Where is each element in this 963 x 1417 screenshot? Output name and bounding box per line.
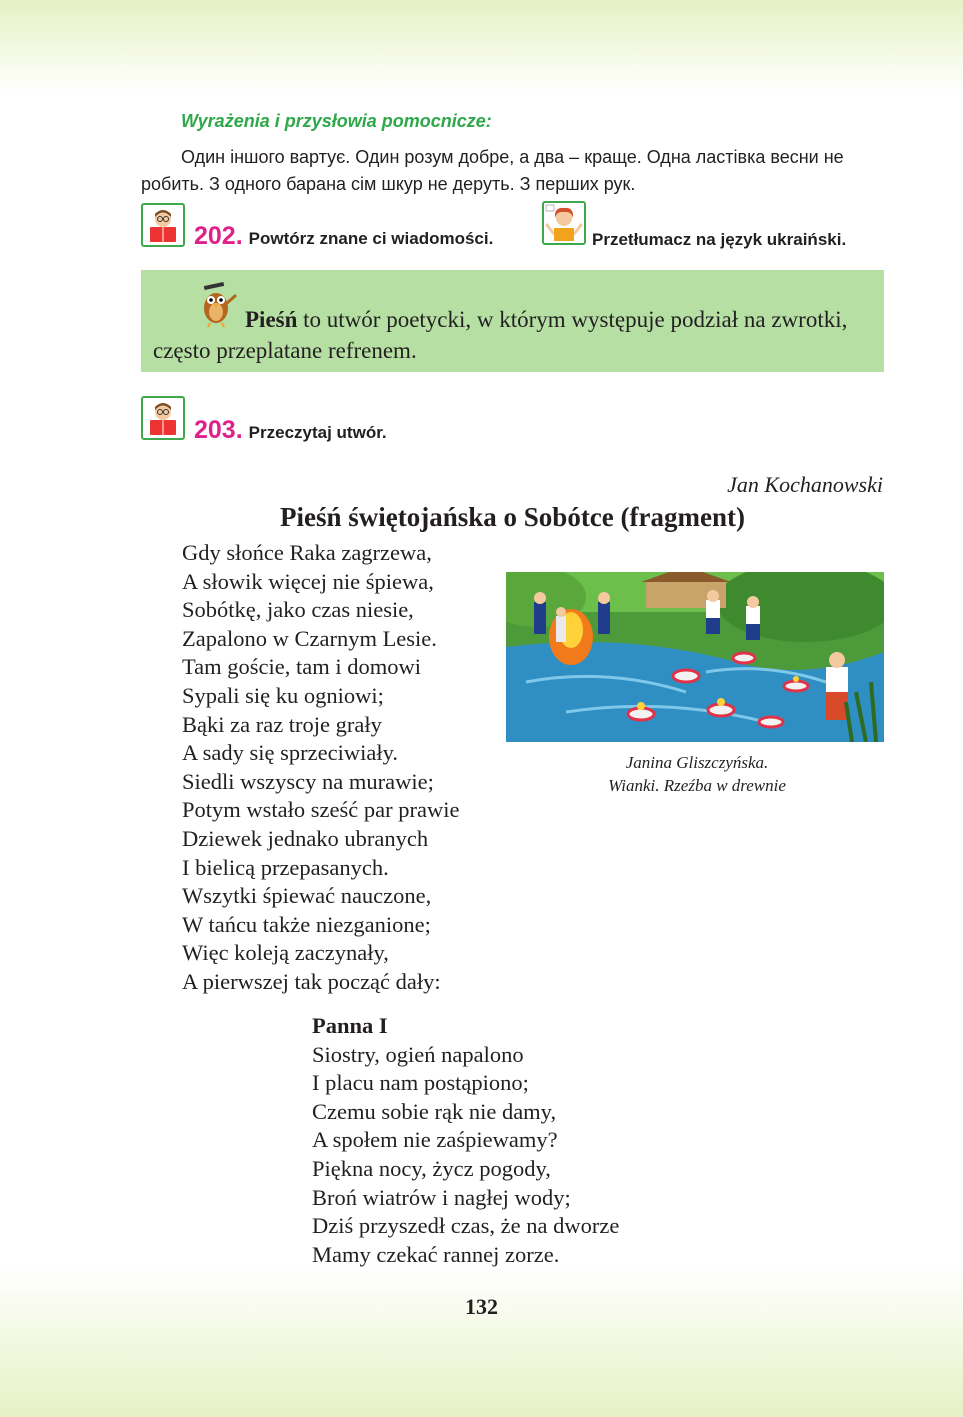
reading-child-icon: [141, 396, 185, 440]
poem-line: Mamy czekać rannej zorze.: [312, 1241, 560, 1267]
helper-text: Один іншого вартує. Один розум добре, а два – краще. Одна ластівка весни не робить. З одного барана сім шкур не деруть. З перших рук.: [141, 147, 844, 194]
poem-line: Dziewek jednako ubranych: [182, 825, 429, 851]
task-203-text: Przeczytaj utwór.: [248, 423, 387, 442]
poem-stanza-2: [312, 1012, 619, 1269]
poem-line: I placu nam postąpiono;: [312, 1070, 529, 1096]
caption-line-2: Wianki. Rzeźba w drewnie: [608, 776, 786, 795]
poem-line: Siedli wszyscy na murawie;: [182, 768, 434, 794]
task-202-text-2: Przetłumacz na język ukraiński.: [592, 230, 847, 249]
poem-line: Potym wstało sześć par prawie: [182, 797, 460, 823]
poem-line: Czemu sobie rąk nie damy,: [312, 1098, 557, 1124]
poem-line: A sady się sprzeciwiały.: [182, 740, 398, 766]
definition-body: to utwór poetycki, w którym występuje podział na zwrotki, często przeplatane refrenem.: [153, 307, 848, 363]
poem-line: Tam goście, tam i domowi: [182, 654, 422, 680]
poem-line: Broń wiatrów i nagłej wody;: [312, 1184, 571, 1210]
definition-term: Pieśń: [245, 307, 298, 332]
illustration-caption: [540, 751, 854, 797]
poem-author: Jan Kochanowski: [727, 472, 883, 497]
poem-line: A słowik więcej nie śpiewa,: [182, 568, 434, 594]
poem-line: Sobótkę, jako czas niesie,: [182, 597, 414, 623]
poem-line: Gdy słońce Raka zagrzewa,: [182, 540, 432, 565]
poem-speaker: Panna I: [312, 1013, 388, 1038]
poem-line: Sypali się ku ogniowi;: [182, 682, 384, 708]
poem-line: A społem nie zaśpiewamy?: [312, 1127, 558, 1153]
poem-line: Dziś przyszedł czas, że na dworze: [312, 1213, 620, 1239]
reading-child-icon: [141, 203, 185, 247]
poem-line: A pierwszej tak począć dały:: [182, 968, 441, 994]
task-202-text: Powtórz znane ci wiadomości.: [248, 229, 494, 248]
task-202-number: 202.: [194, 222, 243, 250]
task-202: [194, 222, 493, 251]
helper-label: Wyrażenia i przysłowia pomocnicze:: [181, 111, 492, 131]
illustration-wianki: [506, 572, 884, 742]
caption-line-1: Janina Gliszczyńska.: [625, 753, 769, 772]
poem-line: Siostry, ogień napalono: [312, 1041, 524, 1067]
poem-line: W tańcu także niezganione;: [182, 911, 431, 937]
poem-title: Pieśń świętojańska o Sobótce (fragment): [280, 502, 745, 532]
poem-line: Wszytki śpiewać nauczone,: [182, 883, 432, 909]
page-number: 132: [465, 1294, 498, 1319]
definition-text: [153, 304, 878, 366]
poem-stanza-1: [182, 539, 459, 997]
poem-line: Więc koleją zaczynały,: [182, 940, 389, 966]
task-203-number: 203.: [194, 416, 243, 444]
poem-line: Zapalono w Czarnym Lesie.: [182, 625, 437, 651]
task-203: [194, 416, 387, 445]
poem-line: Piękna nocy, życz pogody,: [312, 1155, 551, 1181]
poem-line: I bielicą przepasanych.: [182, 854, 389, 880]
translate-child-icon: [542, 201, 586, 245]
poem-line: Bąki za raz troje grały: [182, 711, 382, 737]
